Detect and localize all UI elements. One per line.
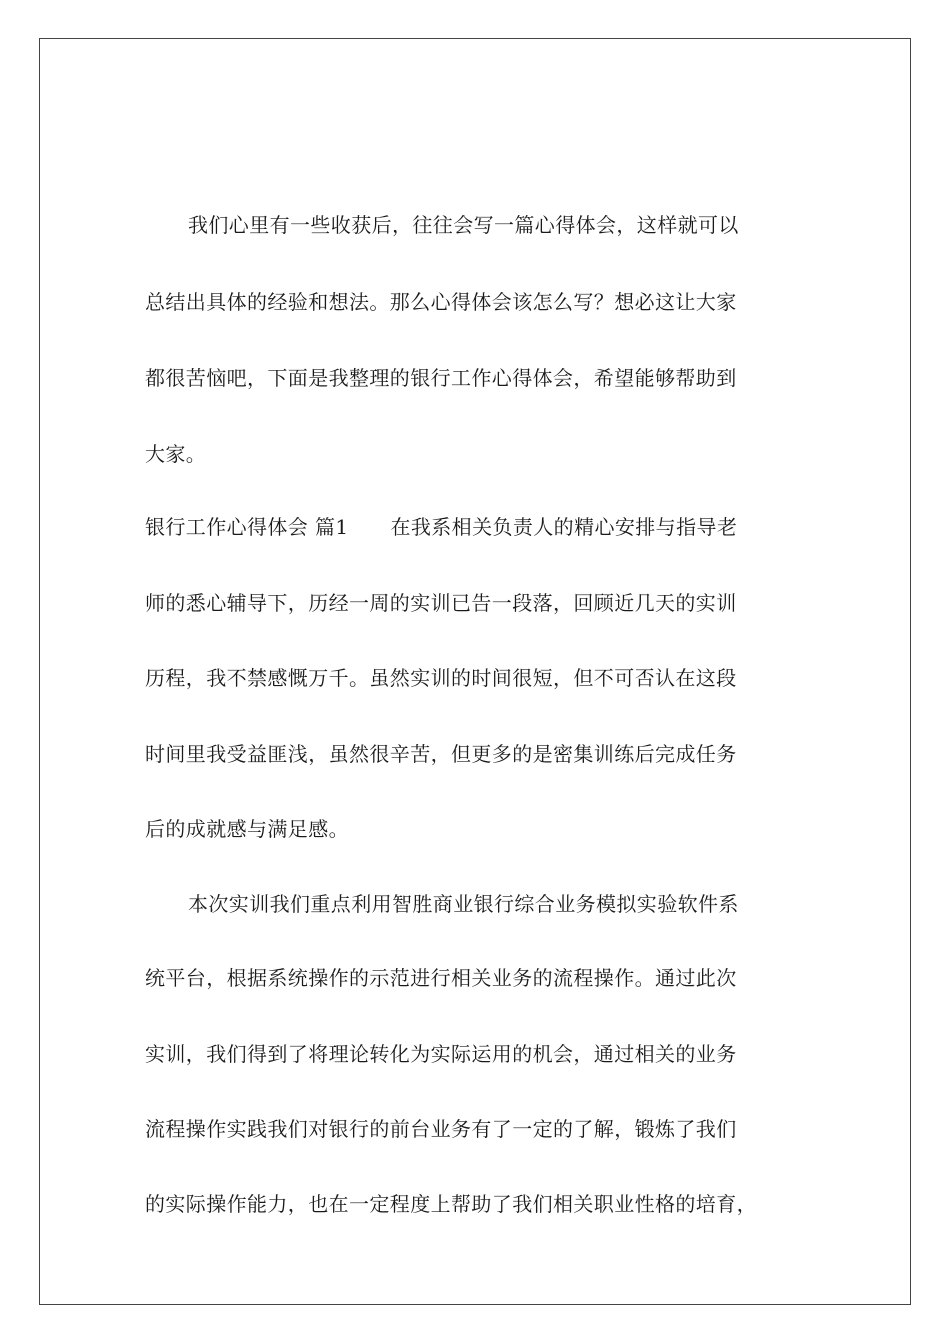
paragraph-1-line-2: 总结出具体的经验和想法。那么心得体会该怎么写？想必这让大家 — [145, 290, 737, 314]
paragraph-3-line-3: 实训，我们得到了将理论转化为实际运用的机会，通过相关的业务 — [145, 1042, 737, 1066]
paragraph-3-line-1: 本次实训我们重点利用智胜商业银行综合业务模拟实验软件系 — [188, 892, 739, 916]
paragraph-2-line-4: 时间里我受益匪浅，虽然很辛苦，但更多的是密集训练后完成任务 — [145, 742, 737, 766]
paragraph-1-line-1: 我们心里有一些收获后，往往会写一篇心得体会，这样就可以 — [188, 213, 739, 237]
paragraph-2-line-3: 历程，我不禁感慨万千。虽然实训的时间很短，但不可否认在这段 — [145, 666, 737, 690]
paragraph-2-line-5: 后的成就感与满足感。 — [145, 817, 349, 841]
section-heading-line — [145, 513, 805, 541]
paragraph-3-line-4: 流程操作实践我们对银行的前台业务有了一定的了解，锻炼了我们 — [145, 1117, 737, 1141]
paragraph-1-line-3: 都很苦恼吧，下面是我整理的银行工作心得体会，希望能够帮助到 — [145, 366, 737, 390]
paragraph-1-line-4: 大家。 — [145, 442, 207, 466]
paragraph-3-line-2: 统平台，根据系统操作的示范进行相关业务的流程操作。通过此次 — [145, 966, 737, 990]
paragraph-3-line-5: 的实际操作能力，也在一定程度上帮助了我们相关职业性格的培育， — [145, 1192, 757, 1216]
paragraph-2-line-2: 师的悉心辅导下，历经一周的实训已告一段落，回顾近几天的实训 — [145, 591, 737, 615]
paragraph-2-line-1: 在我系相关负责人的精心安排与指导老 — [390, 515, 738, 539]
section-title: 银行工作心得体会 篇1 — [145, 515, 349, 539]
